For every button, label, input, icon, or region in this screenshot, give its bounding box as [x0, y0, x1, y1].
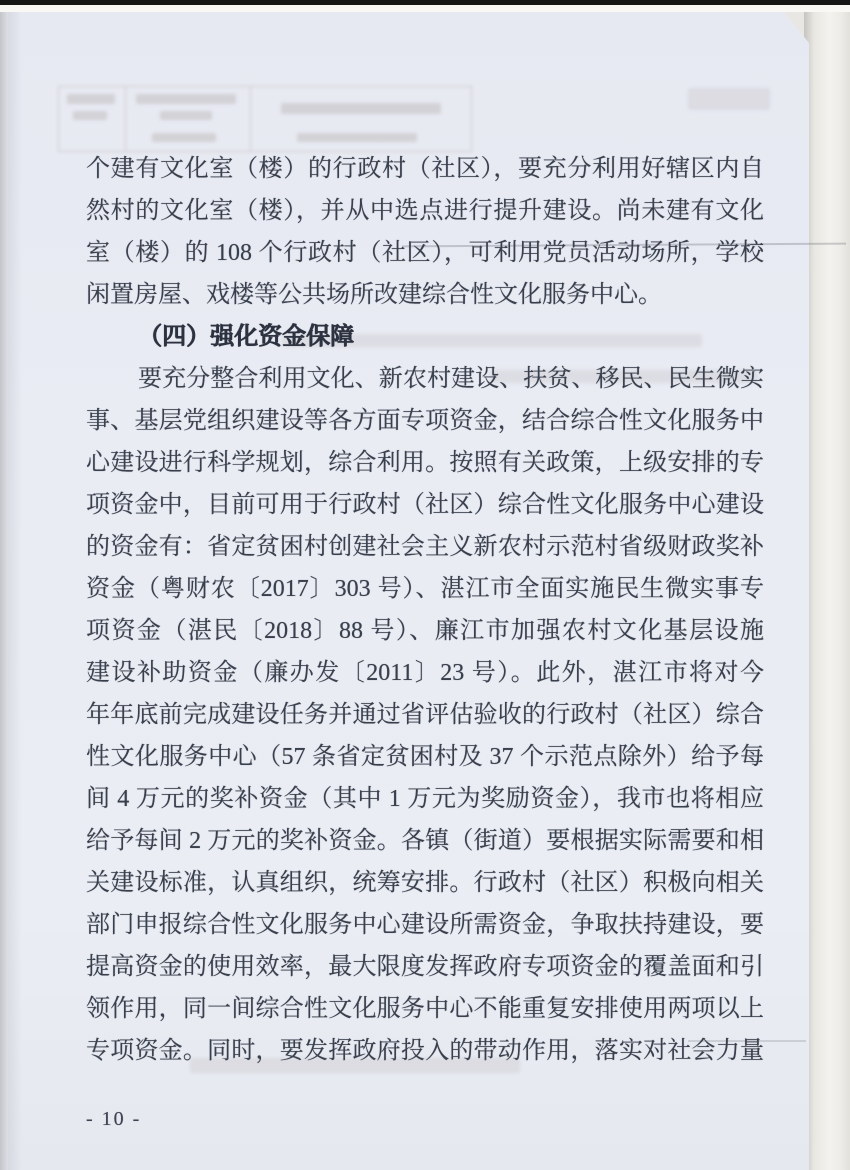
body-line: 心建设进行科学规划，综合利用。按照有关政策，上级安排的专	[86, 450, 764, 476]
body-line: 闲置房屋、戏楼等公共场所改建综合性文化服务中心。	[86, 282, 662, 308]
body-line: 事、基层党组织建设等各方面专项资金，结合综合性文化服务中	[86, 408, 764, 434]
body-line: 要充分整合利用文化、新农村建设、扶贫、移民、民生微实	[138, 366, 764, 392]
body-line: 提高资金的使用效率，最大限度发挥政府专项资金的覆盖面和引	[86, 954, 764, 980]
document-text-block	[86, 148, 764, 1072]
body-line: 建设补助资金（廉办发〔2011〕23 号）。此外，湛江市将对今	[86, 660, 764, 686]
body-line: 然村的文化室（楼），并从中选点进行提升建设。尚未建有文化	[86, 198, 764, 224]
body-line: 间 4 万元的奖补资金（其中 1 万元为奖励资金），我市也将相应	[86, 786, 764, 812]
body-line: 资金（粤财农〔2017〕303 号）、湛江市全面实施民生微实事专	[86, 576, 764, 602]
body-line: 年年底前完成建设任务并通过省评估验收的行政村（社区）综合	[86, 702, 764, 728]
body-line: 的资金有：省定贫困村创建社会主义新农村示范村省级财政奖补	[86, 534, 764, 560]
body-line: 关建设标准，认真组织，统筹安排。行政村（社区）积极向相关	[86, 870, 764, 896]
body-line: 项资金（湛民〔2018〕88 号）、廉江市加强农村文化基层设施	[86, 618, 764, 644]
body-line: 室（楼）的 108 个行政村（社区），可利用党员活动场所，学校	[86, 240, 764, 266]
top-scan-margin	[0, 5, 850, 12]
body-line: 性文化服务中心（57 条省定贫困村及 37 个示范点除外）给予每	[86, 744, 764, 770]
body-line: 项资金中，目前可用于行政村（社区）综合性文化服务中心建设	[86, 492, 764, 518]
body-line: 领作用，同一间综合性文化服务中心不能重复安排使用两项以上	[86, 996, 764, 1022]
body-line: 个建有文化室（楼）的行政村（社区），要充分利用好辖区内自	[86, 156, 764, 182]
body-line: 部门申报综合性文化服务中心建设所需资金，争取扶持建设，要	[86, 912, 764, 938]
page-left-shadow	[8, 11, 22, 1170]
body-line: 专项资金。同时，要发挥政府投入的带动作用，落实对社会力量	[86, 1038, 764, 1064]
body-line: 给予每间 2 万元的奖补资金。各镇（街道）要根据实际需要和相	[86, 828, 764, 854]
page-number: - 10 -	[86, 1108, 142, 1130]
scanner-background-right	[804, 0, 850, 1170]
section-heading: （四）强化资金保障	[138, 324, 354, 350]
